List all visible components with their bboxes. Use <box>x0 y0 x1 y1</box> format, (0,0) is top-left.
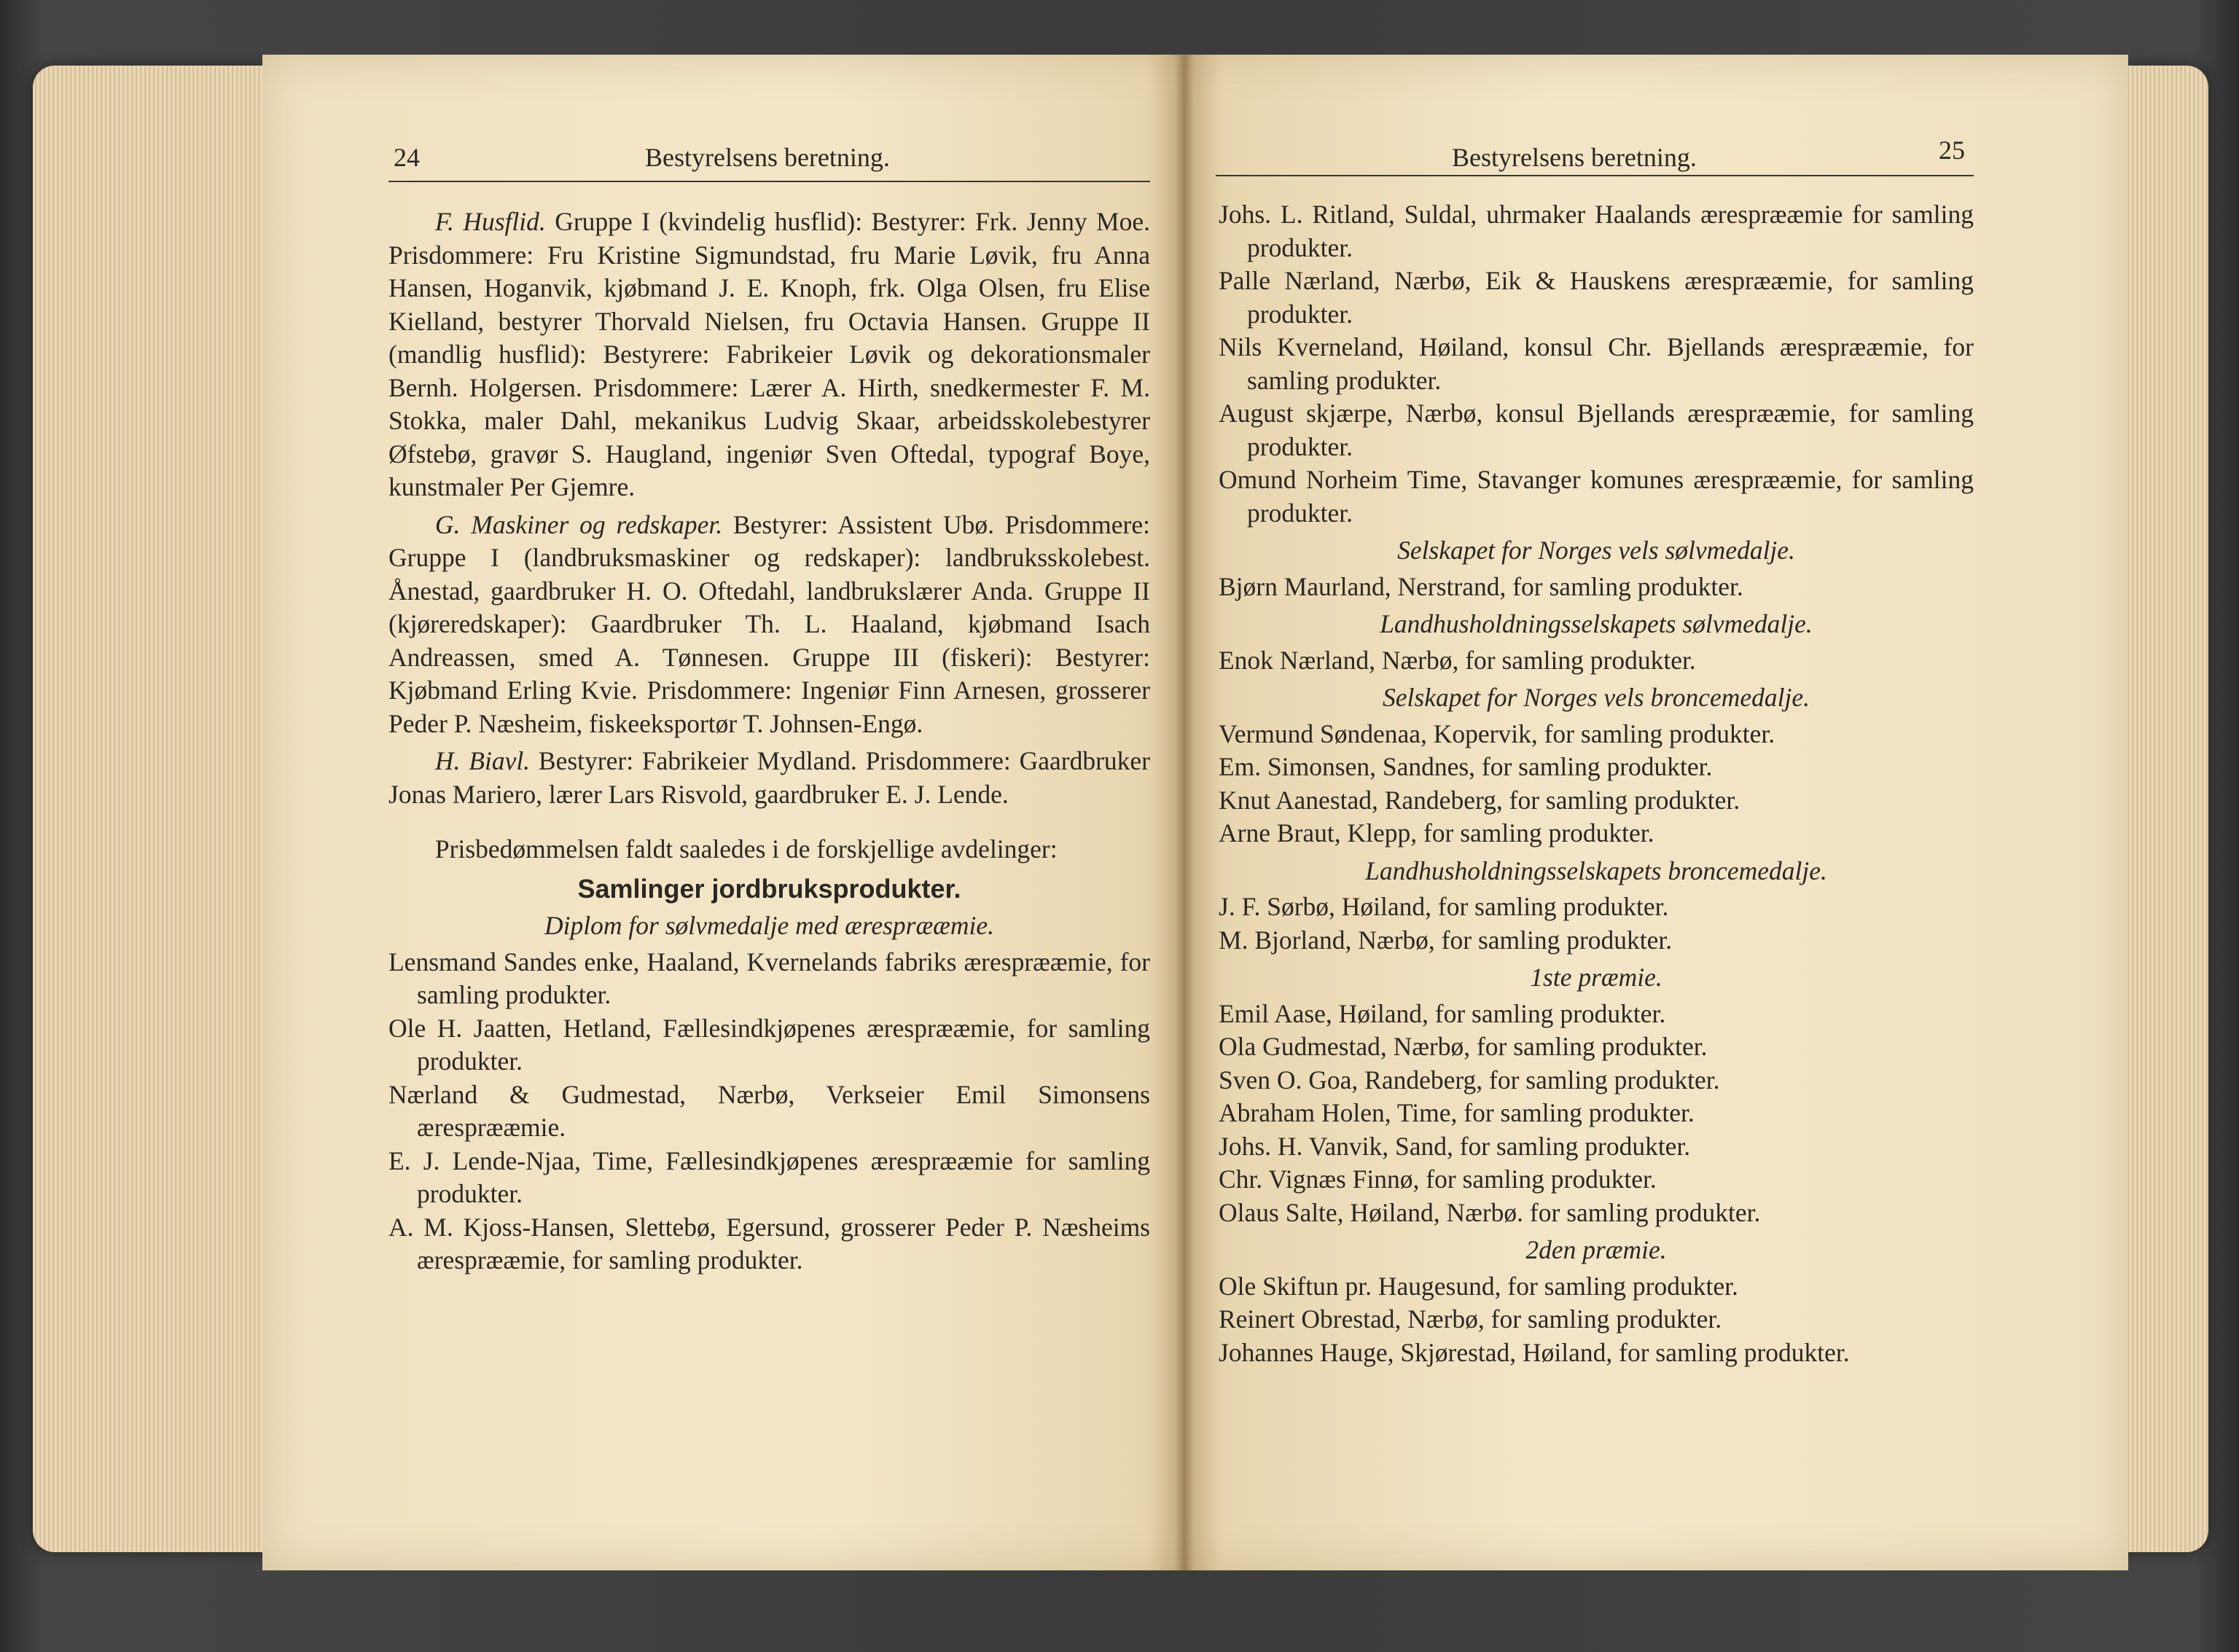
list-item: Bjørn Maurland, Nerstrand, for samling produkter. <box>1219 571 1743 601</box>
left-header-rule <box>388 181 1150 182</box>
paragraph-lead: G. Maskiner og redskaper. <box>434 509 723 539</box>
award-heading: 2den præmie. <box>1525 1235 1667 1264</box>
list-item: Vermund Søndenaa, Kopervik, for samling produkter. <box>1219 719 1775 748</box>
paragraph-text: Gruppe I (kvindelig husflid): Bestyrer: Frk. Jenny Moe. Prisdommere: Fru Kristine Sigmundstad, fru Marie Løvik, fru Anna Hansen, Hoganvik, kjøbmand J. E. Knoph, frk. Olga Olsen, fru Elise Kielland, bestyrer Thorvald Nielsen, fru Octavia Hansen. Gruppe II (mandlig husflid): Bestyrere: Fabrikeier Løvik og dekorationsmaler Bernh. Holgersen. Prisdommere: Lærer A. Hirth, snedkermester F. M. Stokka, maler Dahl, mekanikus Ludvig Skaar, arbeidsskolebestyrer Øfstebø, gravør S. Haugland, ingeniør Sven Oftedal, typograf Boye, kunstmaler Per Gjemre. <box>388 207 1150 501</box>
list-item: Johs. H. Vanvik, Sand, for samling produkter. <box>1219 1131 1691 1161</box>
list-item: Sven O. Goa, Randeberg, for samling produkter. <box>1219 1065 1720 1095</box>
award-heading: Landhusholdningsselskapets sølvmedalje. <box>1380 609 1813 638</box>
list-item: Ola Gudmestad, Nærbø, for samling produkter. <box>1219 1032 1708 1061</box>
award-heading: 1ste præmie. <box>1530 963 1662 992</box>
list-item: M. Bjorland, Nærbø, for samling produkter. <box>1219 925 1673 955</box>
book-gutter <box>1175 55 1194 1570</box>
page-edges-left <box>33 66 273 1552</box>
paragraph-lead: F. Husflid. <box>434 207 546 236</box>
right-header-rule <box>1216 175 1974 176</box>
list-item: Reinert Obrestad, Nærbø, for samling produkter. <box>1219 1304 1722 1334</box>
list-item: Emil Aase, Høiland, for samling produkter. <box>1219 998 1666 1028</box>
award-heading: Selskapet for Norges vels broncemedalje. <box>1383 683 1810 712</box>
right-page-number: 25 <box>1939 136 1965 165</box>
list-item: Arne Braut, Klepp, for samling produkter. <box>1219 818 1654 847</box>
award-heading: Landhusholdningsselskapets broncemedalje. <box>1365 856 1827 885</box>
left-page-number: 24 <box>394 143 420 172</box>
list-item: Lensmand Sandes enke, Haaland, Kvernelands fabriks æresprææmie, for samling produkter. <box>388 947 1150 1009</box>
list-item: A. M. Kjoss-Hansen, Slettebø, Egersund, grosserer Peder P. Næsheims æresprææmie, for samling produkter. <box>388 1212 1150 1275</box>
section-heading: Samlinger jordbruksprodukter. <box>577 873 961 904</box>
paragraph-text: Bestyrer: Fabrikeier Mydland. Prisdommere: Gaardbruker Jonas Mariero, lærer Lars Risvold, gaardbruker E. J. Lende. <box>388 746 1150 809</box>
paragraph-text: Bestyrer: Assistent Ubø. Prisdommere: Gruppe I (landbruksmaskiner og redskaper): landbruksskolebest. Ånestad, gaardbruker H. O. Oftedahl, landbrukslærer Anda. Gruppe II (kjøreredskaper): Gaardbruker Th. L. Haaland, kjøbmand Isach Andreassen, smed A. Tønnesen. Gruppe III (fiskeri): Bestyrer: Kjøbmand Erling Kvie. Prisdommere: Ingeniør Finn Arnesen, grosserer Peder P. Næsheim, fiskeeksportør T. Johnsen-Engø. <box>388 509 1150 738</box>
list-item: Enok Nærland, Nærbø, for samling produkter. <box>1219 645 1696 675</box>
list-item: Johs. L. Ritland, Suldal, uhrmaker Haalands æresprææmie for samling produkter. <box>1219 200 1974 262</box>
list-item: Nærland & Gudmestad, Nærbø, Verkseier Emil Simonsens æresprææmie. <box>388 1079 1150 1142</box>
subheading: Diplom for sølvmedalje med æresprææmie. <box>544 911 994 940</box>
right-page-body <box>1219 198 1974 1369</box>
right-running-head: Bestyrelsens beretning. <box>1452 143 1697 172</box>
list-item: Johannes Hauge, Skjørestad, Høiland, for samling produkter. <box>1219 1337 1850 1367</box>
list-item: Knut Aanestad, Randeberg, for samling produkter. <box>1219 785 1740 815</box>
paragraph-biavl <box>388 745 1150 811</box>
list-item: Abraham Holen, Time, for samling produkter. <box>1219 1098 1695 1127</box>
list-item: E. J. Lende-Njaa, Time, Fællesindkjøpenes æresprææmie for samling produkter. <box>388 1146 1150 1208</box>
award-heading: Selskapet for Norges vels sølvmedalje. <box>1397 536 1795 565</box>
paragraph-maskiner <box>388 509 1150 741</box>
list-item: Em. Simonsen, Sandnes, for samling produkter. <box>1219 752 1713 781</box>
paragraph-husflid <box>388 205 1150 504</box>
list-item: Palle Nærland, Nærbø, Eik & Hauskens æresprææmie, for samling produkter. <box>1219 266 1974 329</box>
intro-line: Prisbedømmelsen faldt saaledes i de forskjellige avdelinger: <box>434 834 1058 864</box>
list-item: Ole H. Jaatten, Hetland, Fællesindkjøpenes æresprææmie, for samling produkter. <box>388 1013 1150 1076</box>
list-item: August skjærpe, Nærbø, konsul Bjellands æresprææmie, for samling produkter. <box>1219 399 1974 461</box>
list-item: Olaus Salte, Høiland, Nærbø. for samling produkter. <box>1219 1197 1761 1227</box>
list-item: J. F. Sørbø, Høiland, for samling produkter. <box>1219 892 1669 921</box>
list-item: Chr. Vignæs Finnø, for samling produkter. <box>1219 1164 1657 1194</box>
left-running-head: Bestyrelsens beretning. <box>645 143 890 172</box>
paragraph-lead: H. Biavl. <box>434 746 531 775</box>
list-item: Nils Kverneland, Høiland, konsul Chr. Bjellands æresprææmie, for samling produkter. <box>1219 332 1974 395</box>
list-item: Omund Norheim Time, Stavanger komunes æresprææmie, for samling produkter. <box>1219 465 1974 528</box>
left-page-body <box>388 205 1150 1277</box>
list-item: Ole Skiftun pr. Haugesund, for samling produkter. <box>1219 1271 1738 1301</box>
